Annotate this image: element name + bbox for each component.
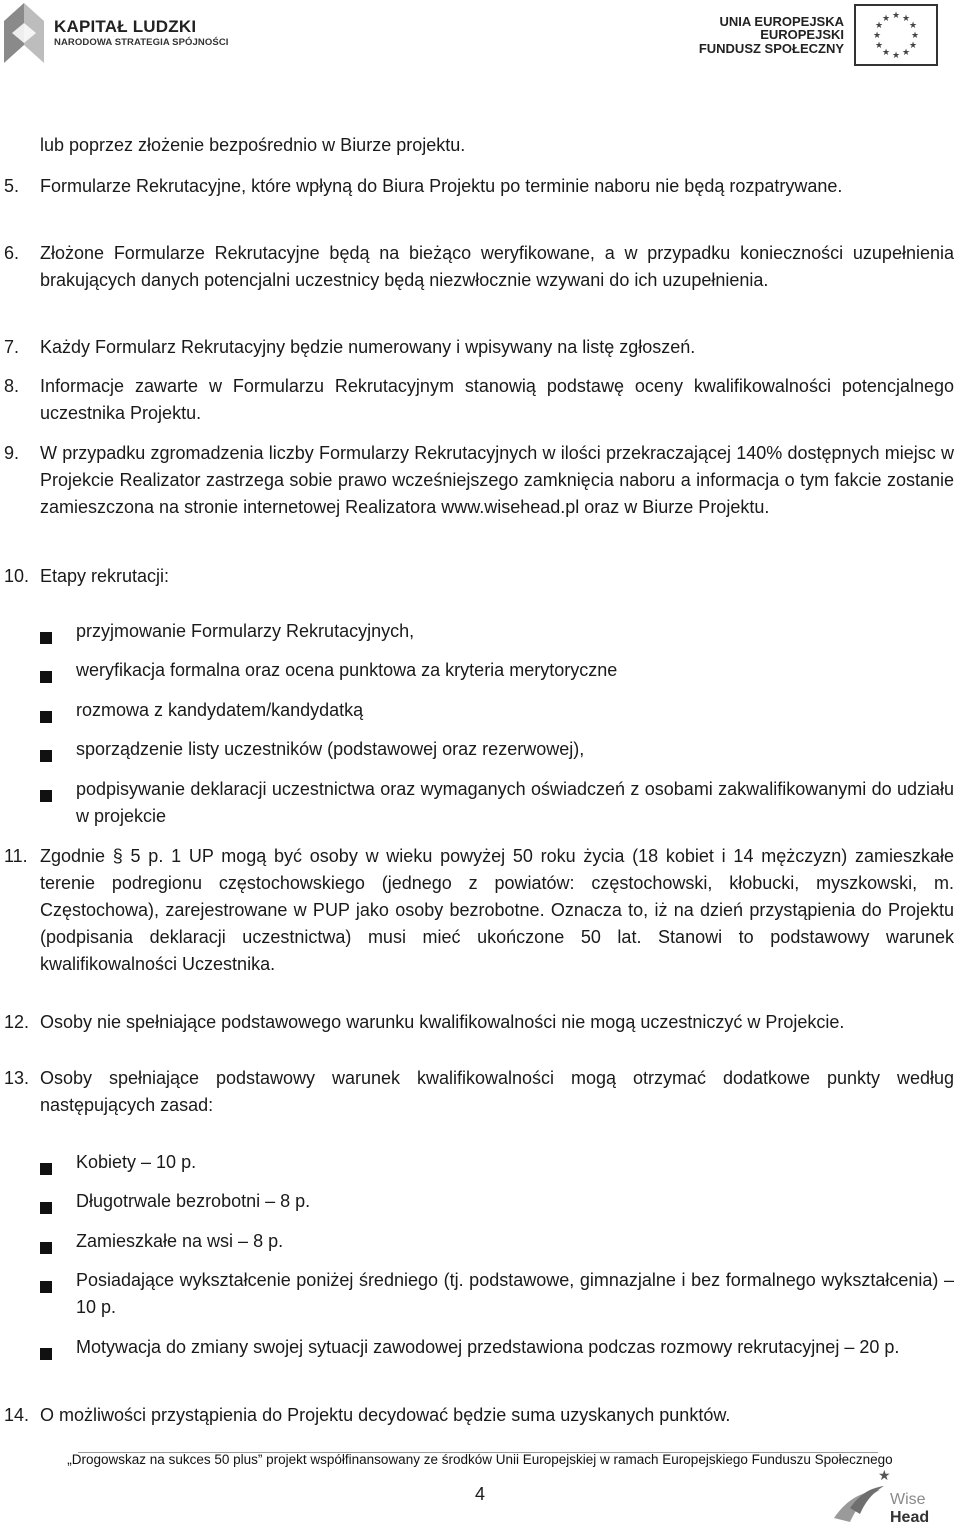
square-bullet-icon: [40, 1235, 52, 1247]
square-bullet-icon: [40, 664, 52, 676]
svg-text:★: ★: [872, 31, 882, 41]
points-text: Długotrwale bezrobotni – 8 p.: [76, 1191, 311, 1211]
list-text: Etapy rekrutacji:: [40, 566, 170, 586]
list-text: Informacje zawarte w Formularzu Rekrutacyjnym stanowią podstawę oceny kwalifikowalności potencjalnego uczestnika Projektu.: [40, 376, 954, 423]
footer-project-note: „Drogowskaz na sukces 50 plus” projekt współfinansowany ze środków Unii Europejskiej w ramach Europejskiego Funduszu Społecznego: [67, 1452, 893, 1467]
list-number: 12.: [4, 1012, 30, 1032]
wisehead-logo-word-2: Head: [890, 1509, 930, 1526]
page-number: 4: [474, 1484, 485, 1504]
list-number: 13.: [4, 1068, 30, 1088]
stage-text: sporządzenie listy uczestników (podstawowej oraz rezerwowej),: [76, 739, 585, 759]
list-number: 5.: [4, 176, 20, 196]
stage-text: rozmowa z kandydatem/kandydatką: [76, 700, 364, 720]
svg-text:★: ★: [881, 48, 891, 58]
svg-text:★: ★: [901, 14, 911, 24]
svg-text:★: ★: [908, 41, 918, 51]
square-bullet-icon: [40, 704, 52, 716]
kapital-ludzki-subtitle: NARODOWA STRATEGIA SPÓJNOŚCI: [54, 37, 229, 49]
list-text: W przypadku zgromadzenia liczby Formularzy Rekrutacyjnych w ilości przekraczającej 140% dostępnych miejsc w Projekcie Realizator zastrzega sobie prawo wcześniejszego zamknięcia naboru a informacja o tym fakcie zostanie zamieszczona na stronie internetowej Realizatora www.wisehead.pl oraz w Biurze Projektu.: [40, 443, 954, 517]
svg-text:★: ★: [910, 31, 920, 41]
stage-text: podpisywanie deklaracji uczestnictwa oraz wymaganych oświadczeń z osobami zakwalifikowanymi do udziału w projekcie: [76, 779, 954, 826]
list-text: Złożone Formularze Rekrutacyjne będą na bieżąco weryfikowane, a w przypadku konieczności uzupełnienia brakujących danych potencjalni uczestnicy będą niezwłocznie wzywani do ich uzupełnienia.: [40, 243, 954, 290]
eu-line-1: UNIA EUROPEJSKA: [719, 14, 844, 30]
list-text: Osoby spełniające podstawowy warunek kwalifikowalności mogą otrzymać dodatkowe punkty według następujących zasad:: [40, 1068, 954, 1115]
list-text: Każdy Formularz Rekrutacyjny będzie numerowany i wpisywany na listę zgłoszeń.: [40, 337, 696, 357]
square-bullet-icon: [40, 1156, 52, 1168]
list-text: O możliwości przystąpienia do Projektu decydować będzie suma uzyskanych punktów.: [40, 1405, 731, 1425]
list-number: 7.: [4, 337, 20, 357]
list-number: 14.: [4, 1405, 30, 1425]
square-bullet-icon: [40, 743, 52, 755]
square-bullet-icon: [40, 1274, 52, 1286]
square-bullet-icon: [40, 1341, 52, 1353]
svg-text:★: ★: [891, 51, 901, 61]
list-text: Formularze Rekrutacyjne, które wpłyną do Biura Projektu po terminie naboru nie będą rozpatrywane.: [40, 176, 843, 196]
continuation-text: lub poprzez złożenie bezpośrednio w Biurze projektu.: [40, 135, 466, 155]
square-bullet-icon: [40, 625, 52, 637]
eu-flag-icon: [854, 4, 938, 66]
points-text: Zamieszkałe na wsi – 8 p.: [76, 1231, 284, 1251]
kapital-ludzki-mark-icon: [4, 3, 44, 63]
wisehead-logo-icon: [828, 1468, 938, 1528]
points-text: Posiadające wykształcenie poniżej średniego (tj. podstawowe, gimnazjalne i bez formalnego wykształcenia) – 10 p.: [76, 1270, 954, 1317]
list-number: 8.: [4, 376, 20, 396]
square-bullet-icon: [40, 1195, 52, 1207]
stage-text: weryfikacja formalna oraz ocena punktowa za kryteria merytoryczne: [76, 660, 618, 680]
list-number: 11.: [4, 846, 28, 866]
list-text: Zgodnie § 5 p. 1 UP mogą być osoby w wieku powyżej 50 roku życia (18 kobiet i 14 mężczyzn) zamieszkałe terenie podregionu częstochowskiego (jednego z powiatów: częstochowski, kłobucki, myszkowski, m. Częstochowa), zarejestrowane w PUP jako osoby bezrobotne. Oznacza to, iż na dzień przystąpienia do Projektu (podpisania deklaracji uczestnictwa) musi mieć ukończone 50 lat. Stanowi to podstawowy warunek kwalifikowalności Uczestnika.: [40, 846, 954, 974]
kapital-ludzki-title: KAPITAŁ LUDZKI: [54, 17, 197, 37]
list-number: 9.: [4, 443, 20, 463]
list-number: 6.: [4, 243, 20, 263]
svg-text:★: ★: [891, 11, 901, 21]
svg-text:★: ★: [874, 21, 884, 31]
points-text: Kobiety – 10 p.: [76, 1152, 197, 1172]
list-text: Osoby nie spełniające podstawowego warunku kwalifikowalności nie mogą uczestniczyć w Projekcie.: [40, 1012, 845, 1032]
svg-text:★: ★: [908, 21, 918, 31]
points-text: Motywacja do zmiany swojej sytuacji zawodowej przedstawiona podczas rozmowy rekrutacyjnej – 20 p.: [76, 1337, 900, 1357]
svg-text:★: ★: [874, 41, 884, 51]
eu-efs-logo: [699, 4, 938, 66]
svg-text:★: ★: [901, 48, 911, 58]
stage-text: przyjmowanie Formularzy Rekrutacyjnych,: [76, 621, 415, 641]
svg-text:★: ★: [881, 14, 891, 24]
svg-text:★: ★: [878, 1468, 891, 1484]
eu-line-3: FUNDUSZ SPOŁECZNY: [698, 40, 844, 56]
kapital-ludzki-logo: [4, 2, 229, 64]
eu-line-2: EUROPEJSKI: [760, 27, 844, 43]
square-bullet-icon: [40, 783, 52, 795]
list-number: 10.: [4, 566, 30, 586]
wisehead-logo-word-1: Wise: [890, 1491, 926, 1508]
